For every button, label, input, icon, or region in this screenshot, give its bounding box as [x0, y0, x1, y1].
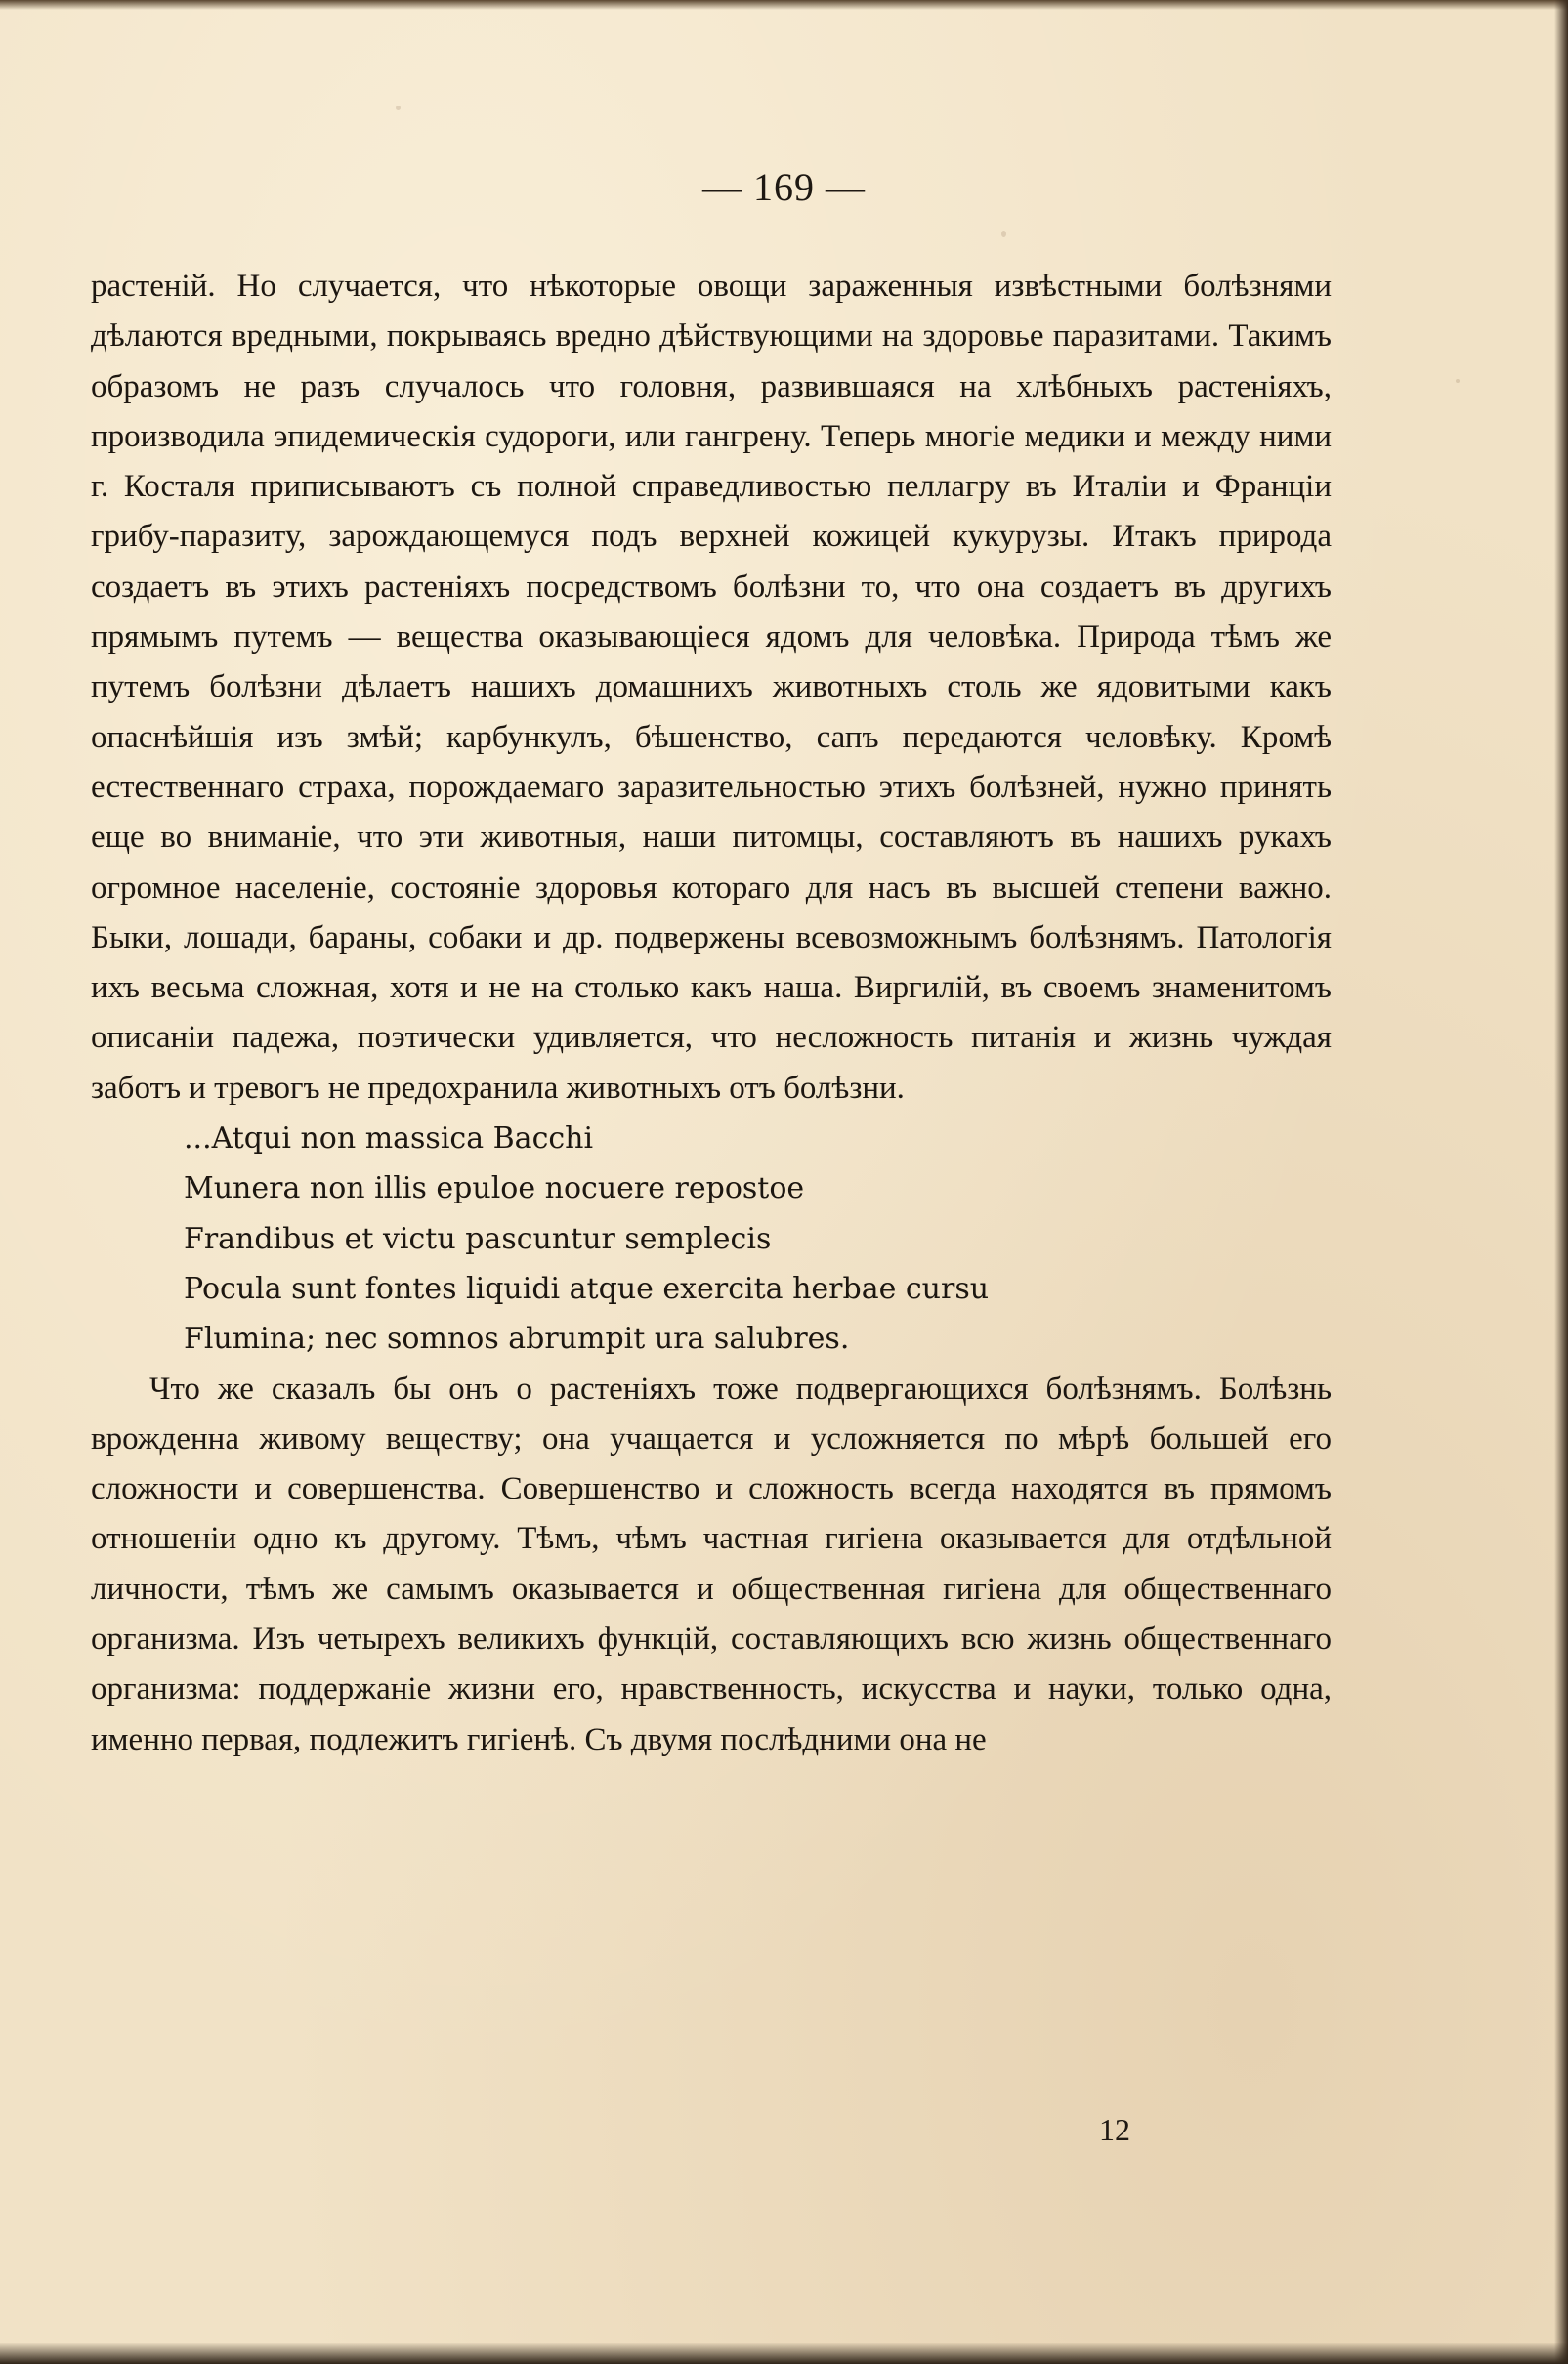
page-edge-top	[0, 0, 1568, 10]
paragraph-1: растенiй. Но случается, что нѣкоторые овощи зараженныя извѣстными болѣзнями дѣлаются вредными, покрываясь вредно дѣйствующими на здоровье паразитами. Такимъ образомъ не разъ случалось что головня, развившаяся на хлѣбныхъ растенiяхъ, производила эпидемическiя судороги, или гангрену. Теперь многiе медики и между ними г. Косталя приписываютъ съ полной справедливостью пеллагру въ Италiи и Францiи грибу-паразиту, зарождающемуся подъ верхней кожицей кукурузы. Итакъ природа создаетъ въ этихъ растенiяхъ посредствомъ болѣзни то, что она создаетъ въ другихъ прямымъ путемъ — вещества оказывающiеся ядомъ для человѣка. Природа тѣмъ же путемъ болѣзни дѣлаетъ нашихъ домашнихъ животныхъ столь же ядовитыми какъ опаснѣйшiя изъ змѣй; карбункулъ, бѣшенство, сапъ передаются человѣку. Кромѣ естественнаго страха, порождаемаго заразительностью этихъ болѣзней, нужно принять еще во вниманiе, что эти животныя, наши питомцы, составляютъ въ нашихъ рукахъ огромное населенiе, состоянiе здоровья котораго для насъ въ высшей степени важно. Быки, лошади, бараны, собаки и др. подвержены всевозможнымъ болѣзнямъ. Патологiя ихъ весьма сложная, хотя и не на столько какъ наша. Виргилiй, въ своемъ знаменитомъ описанiи падежа, поэтически удивляется, что несложность питанiя и жизнь чуждая заботъ и тревогъ не предохранила животныхъ отъ болѣзни.	[91, 269, 1332, 1106]
verse-line: ...Atqui non massica Bacchi	[184, 1121, 594, 1157]
page-edge-right	[1554, 0, 1568, 2364]
verse-line: Frandibus et victu pascuntur semplecis	[184, 1221, 772, 1256]
page-number-header: — 169 —	[702, 165, 866, 209]
verse-line: Flumina; nec somnos abrumpit ura salubres.	[184, 1322, 850, 1357]
body-text	[91, 262, 1332, 1765]
paragraph-2: Что же сказалъ бы онъ о растенiяхъ тоже подвергающихся болѣзнямъ. Болѣзнь врожденна живому веществу; она учащается и усложняется по мѣрѣ большей его сложности и совершенства. Совершенство и сложность всегда находятся въ прямомъ отношенiи одно къ другому. Тѣмъ, чѣмъ частная гигiена оказывается для отдѣльной личности, тѣмъ же самымъ оказывается и общественная гигiена для общественнаго организма. Изъ четырехъ великихъ функцiй, составляющихъ всю жизнь общественнаго организма: поддержанiе жизни его, нравственность, искусства и науки, только одна, именно первая, подлежитъ гигiенѣ. Съ двумя послѣдними она не	[91, 1371, 1332, 1757]
paper-smudge	[396, 106, 401, 110]
latin-verse	[91, 1114, 1332, 1364]
verse-line: Pocula sunt fontes liquidi atque exercita herbae cursu	[184, 1271, 990, 1306]
page-edge-bottom	[0, 2343, 1568, 2364]
paper-smudge	[1001, 231, 1006, 237]
paper-smudge	[1456, 379, 1460, 383]
verse-line: Munera non illis epuloe nocuere repostoe	[184, 1171, 805, 1206]
signature-mark: 12	[1099, 2112, 1130, 2147]
